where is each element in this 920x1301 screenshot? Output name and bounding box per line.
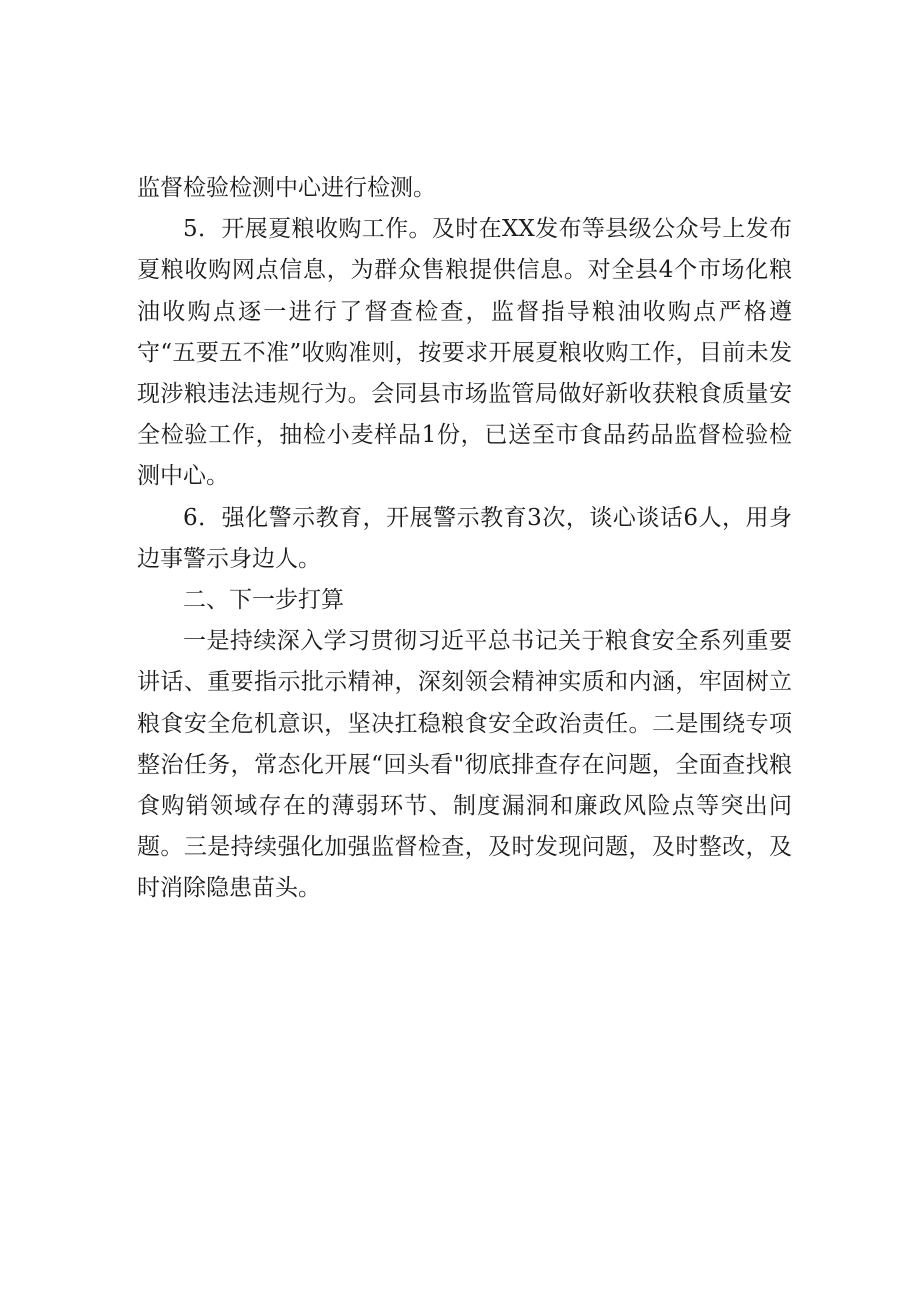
paragraph-item-5: 5．开展夏粮收购工作。及时在XX发布等县级公众号上发布夏粮收购网点信息，为群众售粮提供信息。对全县4个市场化粮油收购点逐一进行了督查检查，监督指导粮油收购点严格遵守“五要五不准”收购准则，按要求开展夏粮收购工作，目前未发现涉粮违法违规行为。会同县市场监管局做好新收获粮食质量安全检验工作，抽检小麦样品1份，已送至市食品药品监督检验检测中心。	[137, 216, 792, 490]
section-heading: 二、下一步打算	[183, 587, 344, 614]
paragraph-continuation: 监督检验检测中心进行检测。	[137, 175, 436, 201]
document-body	[137, 168, 792, 910]
paragraph-next-steps: 一是持续深入学习贯彻习近平总书记关于粮食安全系列重要讲话、重要指示批示精神，深刻领会精神实质和内涵，牢固树立粮食安全危机意识，坚决扛稳粮食安全政治责任。二是围绕专项整治任务，常态化开展“回头看"彻底排查存在问题，全面查找粮食购销领域存在的薄弱环节、制度漏洞和廉政风险点等突出问题。三是持续强化加强监督检查，及时发现问题，及时整改，及时消除隐患苗头。	[137, 628, 792, 902]
paragraph-item-6: 6．强化警示教育，开展警示教育3次，谈心谈话6人，用身边事警示身边人。	[137, 504, 792, 572]
